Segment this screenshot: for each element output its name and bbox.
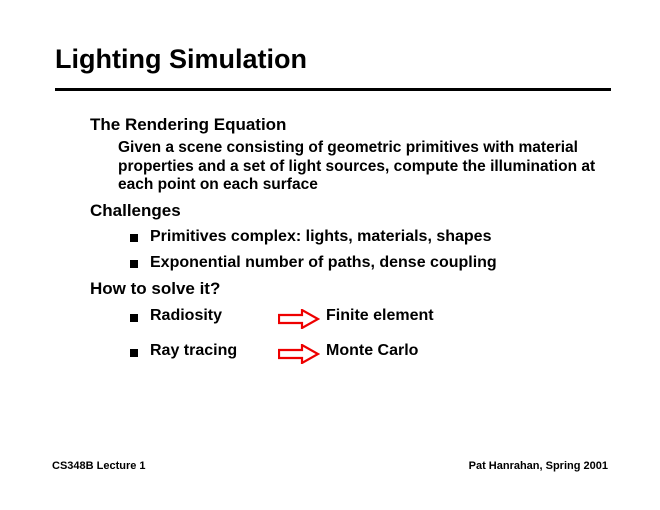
list-item [130, 253, 630, 272]
heading-rendering-equation: The Rendering Equation [90, 115, 287, 134]
label-monte-carlo: Monte Carlo [326, 341, 419, 359]
list-item [130, 227, 630, 246]
heading-how-to-solve: How to solve it? [90, 278, 221, 298]
label-radiosity: Radiosity [150, 306, 223, 324]
paragraph-rendering-equation: Given a scene consisting of geometric primitives with material properties and a set of light sources, compute the illumination at each point on each surface [118, 139, 596, 193]
slide-body [90, 108, 630, 373]
bullet-text-exponential: Exponential number of paths, dense coupling [150, 253, 497, 271]
footer-right: Pat Hanrahan, Spring 2001 [468, 460, 608, 472]
arrow-right-icon [278, 307, 326, 334]
label-finite-element: Finite element [326, 306, 434, 324]
square-bullet-icon [130, 314, 138, 322]
footer-left: CS348B Lecture 1 [52, 460, 146, 472]
bullet-text-primitives: Primitives complex: lights, materials, shapes [150, 228, 492, 246]
slide-footer [52, 460, 608, 472]
square-bullet-icon [130, 260, 138, 268]
arrow-right-icon [278, 342, 326, 369]
title-divider [55, 88, 611, 91]
list-item [130, 307, 630, 334]
heading-challenges: Challenges [90, 201, 181, 221]
square-bullet-icon [130, 234, 138, 242]
square-bullet-icon [130, 349, 138, 357]
label-ray-tracing: Ray tracing [150, 341, 238, 359]
list-item [130, 342, 630, 369]
page-title: Lighting Simulation [55, 44, 307, 74]
